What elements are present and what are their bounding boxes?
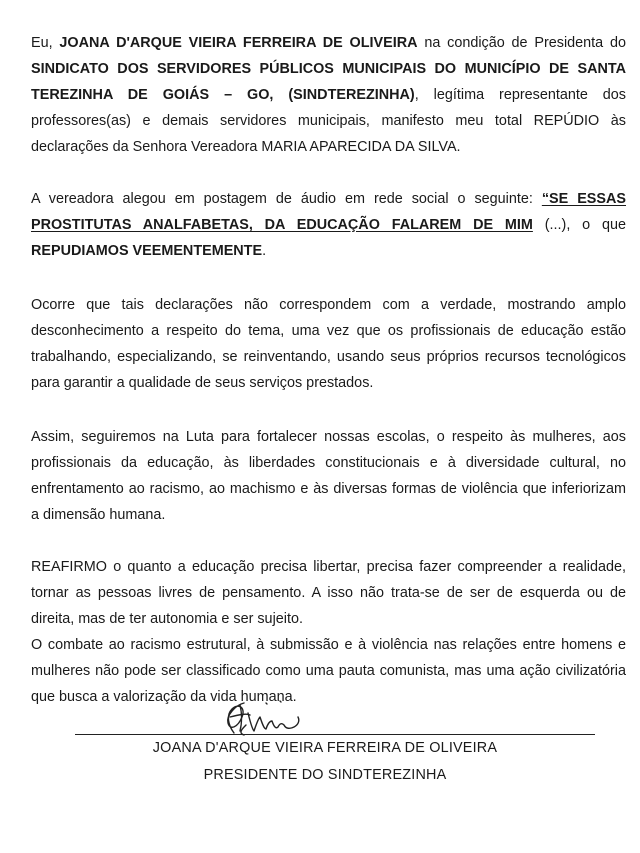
paragraph-response: Ocorre que tais declarações não correspondem com a verdade, mostrando amplo desconhecimento a respeito do tema, uma vez que os profissionais de educação estão trabalhando, especializando, se reinventando, usando seus próprios recursos tecnológicos para garantir a qualidade de seus serviços prestados. <box>31 297 626 391</box>
intro-rest: , legítima representante dos professores(as) e demais servidores municipais, manifesto meu total REPÚDIO às declarações da Senhora Vereadora MARIA APARECIDA DA SILVA. <box>31 87 627 155</box>
paragraph-reaffirm: REAFIRMO o quanto a educação precisa libertar, precisa fazer compreender a realidade, tornar as pessoas livres de pensamento. A isso não trata-se de ser de esquerda ou de direita, mas de ter autonomia e ser sujeito. <box>31 559 626 627</box>
repudiation-text: REPUDIAMOS VEEMENTEMENTE <box>31 243 263 259</box>
author-name: JOANA D'ARQUE VIEIRA FERREIRA DE OLIVEIRA <box>59 35 418 51</box>
signature-line <box>75 734 595 735</box>
quoted-statement: “SE ESSAS PROSTITUTAS ANALFABETAS, DA EDUCAÇÃO FALAREM DE MIM <box>31 191 626 233</box>
paragraph-commitment: Assim, seguiremos na Luta para fortalecer nossas escolas, o respeito às mulheres, aos profissionais da educação, às liberdades constitucionais e à diversidade cultural, no enfrentamento ao racismo, ao machismo e às diversas formas de violência que inferiorizam a dimensão humana. <box>31 429 626 523</box>
signatory-name: JOANA D'ARQUE VIEIRA FERREIRA DE OLIVEIRA <box>152 740 498 756</box>
intro-role: na condição de Presidenta do <box>417 35 626 51</box>
quote-ellipsis: (...), o que <box>532 217 626 233</box>
paragraph-combat: O combate ao racismo estrutural, à submissão e à violência nas relações entre homens e mulheres não pode ser classificado como uma pauta comunista, mas uma ação civilizatória que busca a valorização da vida humana. <box>31 637 626 705</box>
intro-prefix: Eu, <box>31 35 60 51</box>
paragraph-quote <box>31 186 626 264</box>
quote-intro: A vereadora alegou em postagem de áudio em rede social o seguinte: <box>31 191 542 207</box>
union-name: SINDICATO DOS SERVIDORES PÚBLICOS MUNICIPAIS DO MUNICÍPIO DE SANTA TEREZINHA DE GOIÁS – GO, (SINDTEREZINHA) <box>31 61 626 103</box>
quote-end: . <box>262 243 267 259</box>
handwritten-signature <box>220 695 320 743</box>
paragraph-intro <box>31 30 626 160</box>
signatory-role: PRESIDENTE DO SINDTEREZINHA <box>203 767 447 783</box>
